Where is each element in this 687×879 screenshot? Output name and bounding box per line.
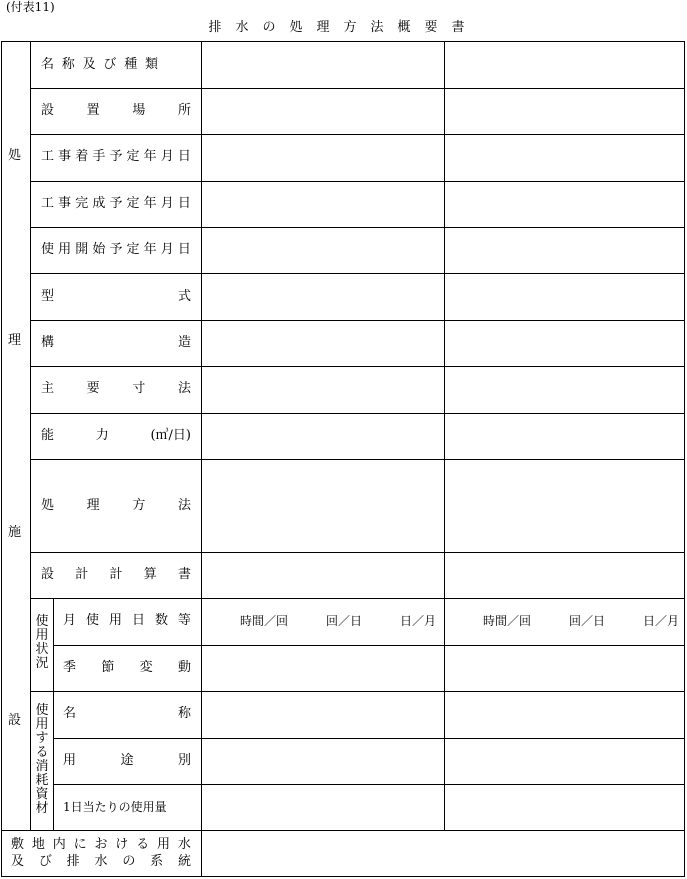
consumables-group-label: 使 用 す る 消 耗 資 材	[35, 703, 49, 816]
row-divider	[31, 552, 684, 553]
side-group-char: 理	[8, 333, 22, 348]
row-label-daily-usage: 1日当たりの使用量	[63, 800, 167, 814]
usage-units-col1	[240, 613, 436, 629]
annex-label: (付表11)	[6, 0, 55, 14]
usage-status-group-label: 使 用 状 況	[35, 614, 49, 671]
row-label-design-calculation: 設 計 計 算 書	[41, 567, 191, 582]
row-label-installation-place: 設 置 場 所	[41, 103, 191, 118]
row-divider	[31, 691, 684, 692]
row-divider	[31, 88, 684, 89]
side-group-char: 処	[8, 148, 22, 163]
row-label-consumable-name: 名 称	[63, 706, 191, 721]
footer-label-line1: 敷 地 内 に お け る 用 水	[11, 837, 191, 852]
side-group-char: 施	[8, 525, 22, 540]
unit-days-per-month: 日／月	[642, 614, 679, 628]
unit-days-per-month: 日／月	[399, 614, 436, 628]
side-group-char: 設	[8, 713, 22, 728]
row-label-structure: 構 造	[41, 335, 191, 350]
row-divider	[31, 134, 684, 135]
row-divider	[31, 598, 684, 599]
row-label-main-dimensions: 主 要 寸 法	[41, 381, 191, 396]
row-divider	[31, 459, 684, 460]
row-label-seasonal-variation: 季 節 変 動	[63, 660, 191, 675]
row-label-use-start: 使 用 開 始 予 定 年 月 日	[41, 242, 191, 257]
row-divider	[31, 413, 684, 414]
footer-label-line2: 及 び 排 水 の 系 統	[11, 854, 191, 869]
row-divider	[31, 273, 684, 274]
unit-hours-per-time: 時間／回	[483, 614, 532, 628]
row-divider	[53, 645, 684, 646]
row-label-construction-completion: 工 事 完 成 予 定 年 月 日	[41, 196, 191, 211]
row-divider	[2, 830, 684, 831]
column-divider	[444, 42, 445, 830]
unit-hours-per-time: 時間／回	[240, 614, 289, 628]
row-label-construction-start: 工 事 着 手 予 定 年 月 日	[41, 149, 191, 164]
row-divider	[53, 738, 684, 739]
column-divider	[201, 42, 202, 876]
row-label-capacity: 能 力 (㎥/日)	[41, 428, 191, 443]
column-divider	[53, 598, 54, 830]
column-divider	[30, 42, 31, 830]
row-divider	[31, 181, 684, 182]
row-divider	[53, 784, 684, 785]
row-label-model: 型 式	[41, 289, 191, 304]
unit-times-per-day: 回／日	[568, 614, 605, 628]
row-divider	[31, 320, 684, 321]
row-divider	[31, 227, 684, 228]
page-title: 排水の処理方法概要書	[208, 20, 479, 35]
row-label-consumable-use: 用 途 別	[63, 753, 191, 768]
unit-times-per-day: 回／日	[325, 614, 362, 628]
row-divider	[31, 366, 684, 367]
row-label-name-and-type: 名 称 及 び 種 類	[41, 57, 158, 72]
usage-units-col2	[483, 613, 679, 629]
form-table	[1, 41, 685, 877]
row-label-monthly-days: 月 使 用 日 数 等	[63, 613, 191, 628]
row-label-treatment-method: 処 理 方 法	[41, 498, 191, 513]
